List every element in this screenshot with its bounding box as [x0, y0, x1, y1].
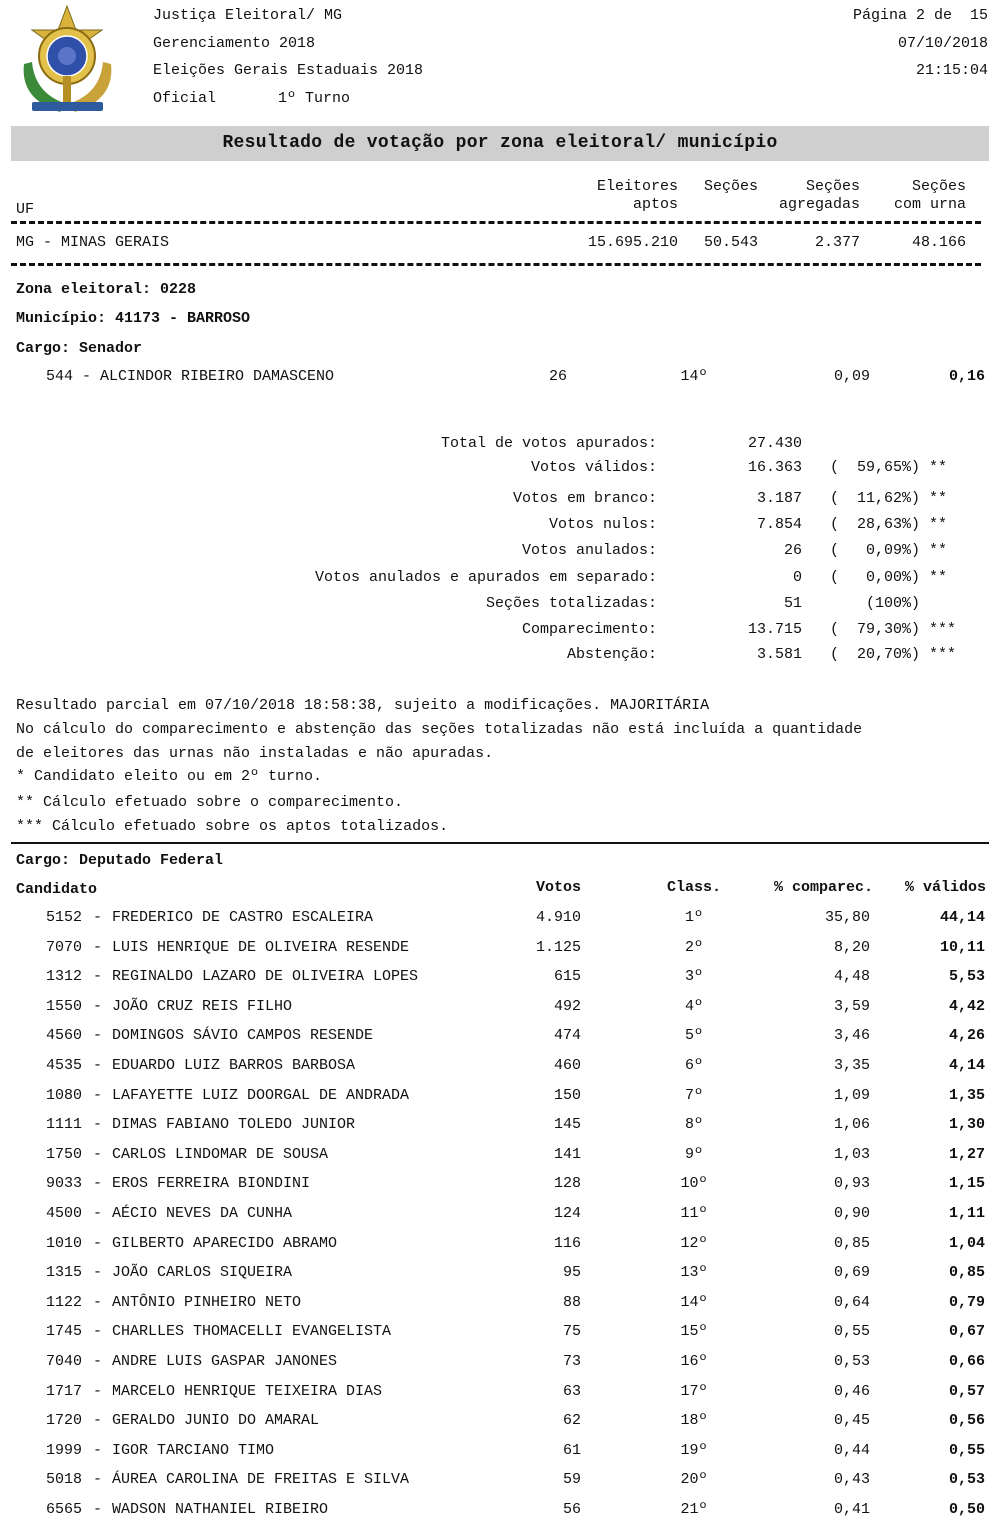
candidate-comparec: 0,41	[833, 1501, 870, 1518]
candidate-validos: 4,26	[948, 1027, 985, 1045]
totals-footnote-mark: **	[929, 459, 948, 476]
candidate-name: JOÃO CRUZ REIS FILHO	[112, 997, 293, 1015]
table-row	[0, 908, 1000, 930]
candidate-number: 1315	[46, 1264, 83, 1282]
dashed-divider	[11, 263, 981, 266]
table-row	[0, 1056, 1000, 1078]
candidate-name: GILBERTO APARECIDO ABRAMO	[112, 1234, 338, 1252]
candidate-name: IGOR TARCIANO TIMO	[112, 1441, 275, 1459]
candidate-votos: 460	[553, 1057, 581, 1074]
cargo-deputado: Cargo: Deputado Federal	[16, 852, 224, 869]
candidate-comparec: 8,20	[833, 938, 870, 956]
candidate-validos: 1,11	[948, 1205, 985, 1222]
header-election: Eleições Gerais Estaduais 2018	[153, 62, 424, 79]
candidate-validos: 0,55	[948, 1441, 985, 1459]
candidate-number: 4535	[46, 1057, 83, 1074]
col-class-header: Class.	[666, 879, 721, 896]
table-row	[0, 967, 1000, 989]
candidate-number: 9033	[46, 1175, 83, 1193]
uf-name: MG - MINAS GERAIS	[16, 234, 170, 251]
col-agregadas-header-2: agregadas	[778, 196, 860, 213]
table-row	[0, 1263, 1000, 1285]
header-institution: Justiça Eleitoral/ MG	[153, 7, 343, 24]
zona-eleitoral: Zona eleitoral: 0228	[16, 281, 197, 298]
candidate-class: 14º	[680, 1293, 708, 1311]
totals-row	[0, 515, 1000, 537]
candidate-number: 7040	[46, 1353, 83, 1370]
note-line: ** Cálculo efetuado sobre o comparecimento.	[16, 794, 404, 811]
table-row	[0, 1086, 1000, 1108]
col-com-urna-header-1: Seções	[911, 178, 966, 195]
col-com-urna-header-2: com urna	[893, 196, 966, 213]
table-row	[0, 1411, 1000, 1433]
candidate-name: ANTÔNIO PINHEIRO NETO	[112, 1293, 302, 1311]
senador-votos: 26	[548, 368, 567, 385]
candidate-comparec: 0,69	[833, 1264, 870, 1282]
candidate-class: 19º	[680, 1441, 708, 1459]
number-name-separator: -	[93, 1501, 103, 1518]
candidate-number: 1550	[46, 997, 83, 1015]
candidate-class: 13º	[680, 1264, 708, 1282]
candidate-number: 6565	[46, 1501, 83, 1518]
candidate-name: ANDRE LUIS GASPAR JANONES	[112, 1353, 338, 1370]
totals-label: Votos anulados:	[521, 542, 657, 559]
table-row	[0, 1234, 1000, 1256]
candidate-number: 4560	[46, 1027, 83, 1045]
totals-row	[0, 645, 1000, 667]
totals-row	[0, 489, 1000, 511]
candidate-votos: 73	[562, 1353, 581, 1370]
table-row	[0, 1174, 1000, 1196]
number-name-separator: -	[93, 968, 103, 986]
totals-label: Total de votos apurados:	[440, 435, 657, 452]
candidate-comparec: 3,46	[833, 1027, 870, 1045]
header-management: Gerenciamento 2018	[153, 35, 316, 52]
candidate-name: AÉCIO NEVES DA CUNHA	[112, 1205, 293, 1222]
candidate-validos: 0,56	[948, 1412, 985, 1430]
totals-footnote-mark: **	[929, 542, 948, 559]
totals-label: Comparecimento:	[521, 621, 657, 638]
candidate-number: 1080	[46, 1086, 83, 1104]
candidate-comparec: 4,48	[833, 968, 870, 986]
candidate-comparec: 1,06	[833, 1116, 870, 1134]
candidate-name: JOÃO CARLOS SIQUEIRA	[112, 1264, 293, 1282]
candidate-validos: 0,67	[948, 1323, 985, 1341]
totals-footnote-mark: **	[929, 490, 948, 507]
col-validos-header: % válidos	[904, 879, 986, 896]
totals-percent: (100%)	[865, 595, 920, 612]
totals-value: 13.715	[747, 621, 802, 638]
candidate-class: 18º	[680, 1412, 708, 1430]
totals-label: Seções totalizadas:	[485, 595, 657, 612]
header-official: Oficial	[153, 90, 217, 107]
totals-label: Votos nulos:	[548, 516, 657, 533]
number-name-separator: -	[93, 1412, 103, 1430]
totals-footnote-mark: ***	[929, 621, 957, 638]
cargo-senador: Cargo: Senador	[16, 340, 143, 357]
candidate-name: REGINALDO LAZARO DE OLIVEIRA LOPES	[112, 968, 419, 986]
candidate-name: EROS FERREIRA BIONDINI	[112, 1175, 311, 1193]
number-name-separator: -	[93, 1323, 103, 1341]
table-row	[0, 1352, 1000, 1374]
candidate-name: DOMINGOS SÁVIO CAMPOS RESENDE	[112, 1027, 374, 1045]
candidate-validos: 0,50	[948, 1501, 985, 1518]
candidate-comparec: 0,43	[833, 1471, 870, 1489]
totals-label: Votos válidos:	[530, 459, 657, 476]
candidate-validos: 4,42	[948, 997, 985, 1015]
table-row	[0, 1026, 1000, 1048]
candidate-comparec: 0,90	[833, 1205, 870, 1222]
table-row	[0, 1382, 1000, 1404]
candidate-number: 1717	[46, 1382, 83, 1400]
candidate-votos: 4.910	[535, 909, 581, 926]
number-name-separator: -	[93, 909, 103, 926]
totals-percent: ( 20,70%)	[829, 646, 920, 663]
candidate-votos: 56	[562, 1501, 581, 1518]
candidate-class: 21º	[680, 1501, 708, 1518]
col-votos-header: Votos	[535, 879, 581, 896]
totals-row	[0, 434, 1000, 456]
candidate-validos: 44,14	[939, 909, 985, 926]
senador-validos: 0,16	[948, 368, 985, 385]
number-name-separator: -	[93, 1057, 103, 1074]
candidate-class: 10º	[680, 1175, 708, 1193]
totals-percent: ( 79,30%)	[829, 621, 920, 638]
table-row	[0, 1322, 1000, 1344]
candidate-validos: 0,66	[948, 1353, 985, 1370]
col-agregadas-header-1: Seções	[805, 178, 860, 195]
candidate-comparec: 0,53	[833, 1353, 870, 1370]
number-name-separator: -	[93, 1293, 103, 1311]
candidate-comparec: 0,93	[833, 1175, 870, 1193]
uf-com-urna: 48.166	[911, 234, 966, 251]
totals-percent: ( 28,63%)	[829, 516, 920, 533]
candidate-validos: 0,57	[948, 1382, 985, 1400]
candidate-name: MARCELO HENRIQUE TEIXEIRA DIAS	[112, 1382, 383, 1400]
report-date: 07/10/2018	[897, 35, 988, 52]
candidate-class: 11º	[680, 1205, 708, 1222]
candidate-name: CARLOS LINDOMAR DE SOUSA	[112, 1145, 329, 1163]
candidate-validos: 4,14	[948, 1057, 985, 1074]
candidate-number: 7070	[46, 938, 83, 956]
candidate-comparec: 0,44	[833, 1441, 870, 1459]
number-name-separator: -	[93, 1205, 103, 1222]
totals-value: 0	[792, 569, 802, 586]
candidate-votos: 128	[553, 1175, 581, 1193]
report-time: 21:15:04	[915, 62, 988, 79]
totals-percent: ( 59,65%)	[829, 459, 920, 476]
totals-row	[0, 568, 1000, 590]
number-name-separator: -	[93, 1471, 103, 1489]
senador-class: 14º	[680, 368, 708, 385]
candidate-votos: 95	[562, 1264, 581, 1282]
candidate-class: 9º	[684, 1145, 703, 1163]
municipio: Município: 41173 - BARROSO	[16, 310, 251, 327]
candidate-number: 1312	[46, 968, 83, 986]
candidate-comparec: 0,64	[833, 1293, 870, 1311]
col-comparec-header: % comparec.	[773, 879, 873, 896]
uf-agregadas: 2.377	[814, 234, 860, 251]
candidate-validos: 0,79	[948, 1293, 985, 1311]
totals-value: 3.581	[756, 646, 802, 663]
candidate-votos: 615	[553, 968, 581, 986]
table-row	[0, 1115, 1000, 1137]
candidate-votos: 75	[562, 1323, 581, 1341]
candidate-validos: 5,53	[948, 968, 985, 986]
candidate-class: 1º	[684, 909, 703, 926]
totals-row	[0, 594, 1000, 616]
totals-value: 26	[783, 542, 802, 559]
col-candidato-header: Candidato	[16, 881, 98, 898]
note-line: de eleitores das urnas não instaladas e não apuradas.	[16, 745, 494, 762]
candidate-class: 15º	[680, 1323, 708, 1341]
candidate-votos: 116	[553, 1234, 581, 1252]
dashed-divider	[11, 221, 981, 224]
candidate-votos: 61	[562, 1441, 581, 1459]
note-line: No cálculo do comparecimento e abstenção das seções totalizadas não está incluída a quantidade	[16, 721, 863, 738]
candidate-validos: 1,04	[948, 1234, 985, 1252]
candidate-validos: 10,11	[939, 938, 985, 956]
candidate-number: 1999	[46, 1441, 83, 1459]
candidate-comparec: 0,55	[833, 1323, 870, 1341]
candidate-comparec: 3,59	[833, 997, 870, 1015]
candidate-name: WADSON NATHANIEL RIBEIRO	[112, 1501, 329, 1518]
note-line: * Candidato eleito ou em 2º turno.	[16, 768, 323, 785]
totals-value: 7.854	[756, 516, 802, 533]
table-row	[0, 1470, 1000, 1492]
candidate-votos: 1.125	[535, 938, 581, 956]
candidate-class: 5º	[684, 1027, 703, 1045]
candidate-validos: 1,27	[948, 1145, 985, 1163]
totals-label: Votos em branco:	[512, 490, 657, 507]
title-bar	[11, 126, 989, 161]
candidate-number: 5018	[46, 1471, 83, 1489]
totals-footnote-mark: **	[929, 569, 948, 586]
candidate-class: 4º	[684, 997, 703, 1015]
candidate-name: FREDERICO DE CASTRO ESCALEIRA	[112, 909, 374, 926]
number-name-separator: -	[93, 1441, 103, 1459]
candidate-class: 12º	[680, 1234, 708, 1252]
table-row	[0, 1293, 1000, 1315]
number-name-separator: -	[93, 997, 103, 1015]
totals-value: 27.430	[747, 435, 802, 452]
candidate-comparec: 0,85	[833, 1234, 870, 1252]
candidate-votos: 141	[553, 1145, 581, 1163]
totals-value: 3.187	[756, 490, 802, 507]
table-row	[0, 997, 1000, 1019]
totals-footnote-mark: ***	[929, 646, 957, 663]
candidate-name: ÁUREA CAROLINA DE FREITAS E SILVA	[112, 1471, 410, 1489]
number-name-separator: -	[93, 1353, 103, 1370]
totals-value: 51	[783, 595, 802, 612]
number-name-separator: -	[93, 1086, 103, 1104]
totals-percent: ( 0,00%)	[829, 569, 920, 586]
table-row	[0, 938, 1000, 960]
page-number: Página 2 de 15	[852, 7, 988, 24]
totals-label: Abstenção:	[566, 646, 657, 663]
candidate-number: 1122	[46, 1293, 83, 1311]
candidate-comparec: 1,09	[833, 1086, 870, 1104]
candidate-votos: 88	[562, 1293, 581, 1311]
senador-candidate: 544 - ALCINDOR RIBEIRO DAMASCENO	[46, 368, 335, 385]
number-name-separator: -	[93, 1116, 103, 1134]
candidate-class: 16º	[680, 1353, 708, 1370]
candidate-number: 1720	[46, 1412, 83, 1430]
col-eleitores-header-1: Eleitores	[596, 178, 678, 195]
candidate-class: 20º	[680, 1471, 708, 1489]
totals-row	[0, 541, 1000, 563]
solid-divider	[11, 842, 989, 844]
candidate-name: CHARLLES THOMACELLI EVANGELISTA	[112, 1323, 392, 1341]
candidate-votos: 59	[562, 1471, 581, 1489]
number-name-separator: -	[93, 1175, 103, 1193]
candidate-validos: 1,15	[948, 1175, 985, 1193]
totals-label: Votos anulados e apurados em separado:	[314, 569, 657, 586]
note-line: Resultado parcial em 07/10/2018 18:58:38, sujeito a modificações. MAJORITÁRIA	[16, 697, 710, 714]
brazil-coat-of-arms-icon	[10, 4, 125, 119]
candidate-votos: 63	[562, 1382, 581, 1400]
candidate-votos: 62	[562, 1412, 581, 1430]
number-name-separator: -	[93, 1382, 103, 1400]
candidate-name: GERALDO JUNIO DO AMARAL	[112, 1412, 320, 1430]
number-name-separator: -	[93, 938, 103, 956]
candidate-name: LAFAYETTE LUIZ DOORGAL DE ANDRADA	[112, 1086, 410, 1104]
table-row	[0, 1204, 1000, 1226]
totals-percent: ( 11,62%)	[829, 490, 920, 507]
candidate-class: 2º	[684, 938, 703, 956]
candidate-votos: 474	[553, 1027, 581, 1045]
candidate-comparec: 3,35	[833, 1057, 870, 1074]
candidate-class: 6º	[684, 1057, 703, 1074]
candidate-comparec: 35,80	[824, 909, 870, 926]
candidate-name: DIMAS FABIANO TOLEDO JUNIOR	[112, 1116, 356, 1134]
candidate-number: 4500	[46, 1205, 83, 1222]
candidate-comparec: 1,03	[833, 1145, 870, 1163]
header-round: 1º Turno	[278, 90, 351, 107]
totals-row	[0, 458, 1000, 480]
candidate-class: 7º	[684, 1086, 703, 1104]
candidate-comparec: 0,45	[833, 1412, 870, 1430]
uf-eleitores: 15.695.210	[587, 234, 678, 251]
candidate-number: 1750	[46, 1145, 83, 1163]
candidate-votos: 492	[553, 997, 581, 1015]
candidate-number: 1010	[46, 1234, 83, 1252]
candidate-class: 17º	[680, 1382, 708, 1400]
totals-row	[0, 620, 1000, 642]
uf-secoes: 50.543	[703, 234, 758, 251]
totals-value: 16.363	[747, 459, 802, 476]
candidate-validos: 0,53	[948, 1471, 985, 1489]
candidate-validos: 1,30	[948, 1116, 985, 1134]
totals-footnote-mark: **	[929, 516, 948, 533]
col-secoes-header: Seções	[703, 178, 758, 195]
number-name-separator: -	[93, 1234, 103, 1252]
number-name-separator: -	[93, 1145, 103, 1163]
candidate-class: 8º	[684, 1116, 703, 1134]
candidate-number: 5152	[46, 909, 83, 926]
col-uf-header: UF	[16, 201, 35, 218]
candidate-name: EDUARDO LUIZ BARROS BARBOSA	[112, 1057, 356, 1074]
candidate-votos: 124	[553, 1205, 581, 1222]
note-line: *** Cálculo efetuado sobre os aptos totalizados.	[16, 818, 449, 835]
candidate-validos: 0,85	[948, 1264, 985, 1282]
candidate-number: 1745	[46, 1323, 83, 1341]
candidate-class: 3º	[684, 968, 703, 986]
candidate-votos: 145	[553, 1116, 581, 1134]
candidate-validos: 1,35	[948, 1086, 985, 1104]
candidate-name: LUIS HENRIQUE DE OLIVEIRA RESENDE	[112, 938, 410, 956]
number-name-separator: -	[93, 1027, 103, 1045]
candidate-number: 1111	[46, 1116, 83, 1134]
number-name-separator: -	[93, 1264, 103, 1282]
table-row	[0, 1500, 1000, 1522]
table-row	[0, 1441, 1000, 1463]
candidate-votos: 150	[553, 1086, 581, 1104]
col-eleitores-header-2: aptos	[632, 196, 678, 213]
candidate-comparec: 0,46	[833, 1382, 870, 1400]
senador-comparec: 0,09	[833, 368, 870, 385]
page-title: Resultado de votação por zona eleitoral/ município	[222, 133, 778, 153]
table-row	[0, 1145, 1000, 1167]
totals-percent: ( 0,09%)	[829, 542, 920, 559]
